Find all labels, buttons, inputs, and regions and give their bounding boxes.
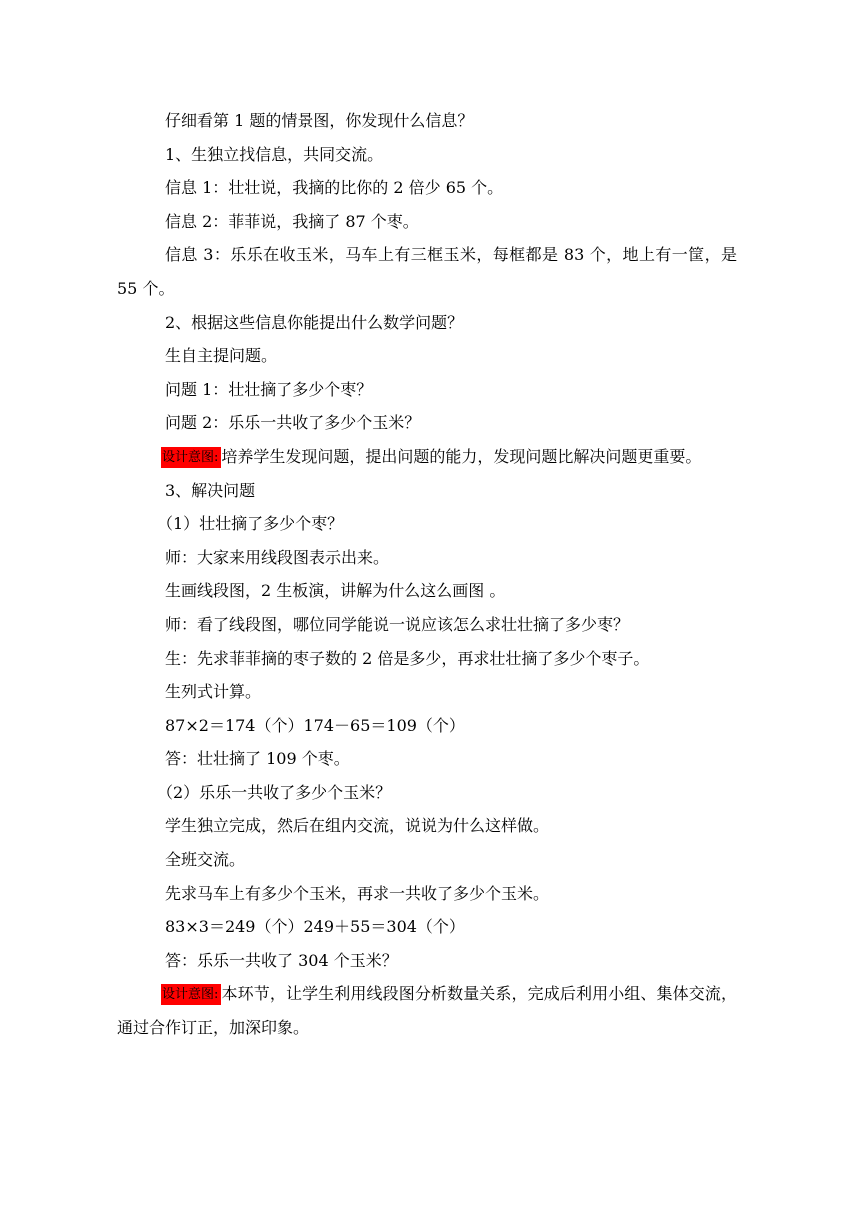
sub-question-2: （2）乐乐一共收了多少个玉米？ (157, 782, 392, 802)
design-intent-text: 本环节，让学生利用线段图分析数量关系，完成后利用小组、集体交流，通过合作订正，加深印象。 (117, 984, 737, 1038)
answer-1: 答：壮壮摘了 109 个枣。 (165, 749, 350, 769)
step-2-heading: 2、根据这些信息你能提出什么数学问题？ (165, 312, 464, 332)
teacher-line-1: 师：大家来用线段图表示出来。 (165, 547, 390, 567)
document-body (117, 104, 737, 1045)
teacher-line-2: 师：看了线段图，哪位同学能说一说应该怎么求壮壮摘了多少枣？ (165, 614, 630, 634)
design-intent-tag: 设计意图: (161, 447, 221, 468)
question-2: 问题 2：乐乐一共收了多少个玉米？ (165, 413, 421, 433)
student-line-1: 生：先求菲菲摘的枣子数的 2 倍是多少，再求壮壮摘了多少个枣子。 (165, 648, 650, 668)
design-intent-1 (117, 440, 737, 474)
step-1-heading: 1、生独立找信息，共同交流。 (165, 144, 384, 164)
design-intent-tag: 设计意图: (161, 984, 221, 1005)
info-1: 信息 1：壮壮说，我摘的比你的 2 倍少 65 个。 (165, 178, 504, 198)
calculation-1: 87×2＝174（个）174－65＝109（个） (165, 715, 465, 735)
calc-intro-line: 生列式计算。 (165, 682, 262, 702)
question-1: 问题 1：壮壮摘了多少个枣？ (165, 379, 373, 399)
intro-line: 仔细看第 1 题的情景图，你发现什么信息？ (165, 111, 474, 130)
info-2: 信息 2：菲菲说，我摘了 87 个枣。 (165, 211, 419, 231)
answer-2: 答：乐乐一共收了 304 个玉米？ (165, 950, 398, 970)
calculation-2: 83×3＝249（个）249＋55＝304（个） (165, 917, 465, 937)
draw-line: 生画线段图，2 生板演，讲解为什么这么画图 。 (165, 581, 506, 601)
step-3-heading: 3、解决问题 (165, 480, 256, 500)
self-question-line: 生自主提问题。 (165, 346, 278, 366)
sub-question-1: （1）壮壮摘了多少个枣？ (157, 514, 344, 534)
info-3: 信息 3：乐乐在收玉米，马车上有三框玉米，每框都是 83 个，地上有一筐，是 55 个。 (117, 245, 737, 298)
class-share-line: 全班交流。 (165, 850, 246, 870)
design-intent-text: 培养学生发现问题，提出问题的能力，发现问题比解决问题更重要。 (221, 446, 702, 466)
independent-line: 学生独立完成，然后在组内交流，说说为什么这样做。 (165, 816, 550, 836)
design-intent-2 (117, 977, 737, 1044)
method-line: 先求马车上有多少个玉米，再求一共收了多少个玉米。 (165, 883, 550, 903)
